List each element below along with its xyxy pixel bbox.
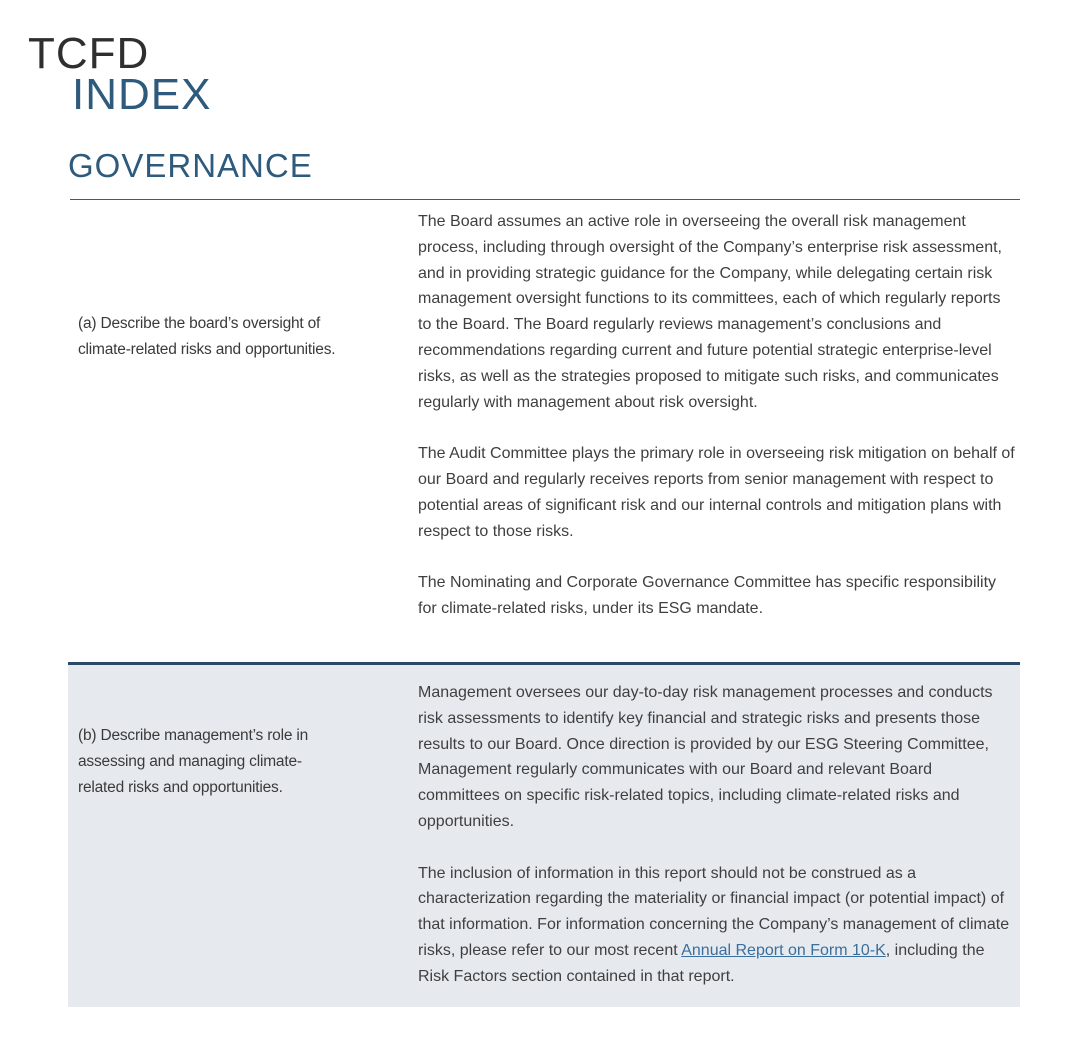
response-paragraph: The Nominating and Corporate Governance Committee has specific responsibility for climate-related risks, under its ESG mandate.	[418, 574, 997, 617]
response-paragraph: The Board assumes an active role in overseeing the overall risk management process, including through oversight of the Company’s enterprise risk assessment, and in providing strategic guidance for the Company, while delegating certain risk management oversight functions to its committees, each of which regularly reports to the Board. The Board regularly reviews management’s conclusions and recommendations regarding current and future potential strategic enterprise-level risks, as well as the strategies proposed to mitigate such risks, and communicates regularly with management about risk oversight.	[418, 213, 1002, 411]
disclosure-response-b	[418, 680, 1018, 1015]
index-title-index: INDEX	[72, 70, 212, 119]
table-row-b	[68, 662, 1020, 1007]
table-row-a	[68, 201, 1020, 661]
top-divider	[70, 199, 1020, 200]
response-paragraph-with-link	[418, 861, 1018, 990]
index-title-tcfd: TCFD	[28, 29, 150, 78]
disclosure-label-a: (a) Describe the board’s oversight of climate-related risks and opportunities.	[78, 315, 336, 358]
disclosure-label-b: (b) Describe management’s role in assessing and managing climate-related risks and opportunities.	[78, 727, 309, 796]
response-paragraph: Management oversees our day-to-day risk management processes and conducts risk assessments to identify key financial and strategic risks and presents those results to our Board. Once direction is provided by our ESG Steering Committee, Management regularly communicates with our Board and relevant Board committees on specific risk-related topics, including climate-related risks and opportunities.	[418, 684, 993, 830]
section-heading: GOVERNANCE	[68, 147, 313, 184]
text-after-link: , including the Risk Factors section contained in that report.	[418, 941, 985, 985]
text-before-link: The inclusion of information in this report should not be construed as a characterization regarding the materiality or financial impact (or potential impact) of that information. For information concerning the Company’s management of climate risks, please refer to our most recent	[418, 864, 1010, 959]
annual-report-link[interactable]: Annual Report on Form 10-K	[681, 941, 886, 959]
disclosure-response-a	[418, 209, 1018, 648]
response-paragraph: The Audit Committee plays the primary role in overseeing risk mitigation on behalf of our Board and regularly receives reports from senior management with respect to potential areas of significant risk and our internal controls and mitigation plans with respect to those risks.	[418, 445, 1015, 540]
